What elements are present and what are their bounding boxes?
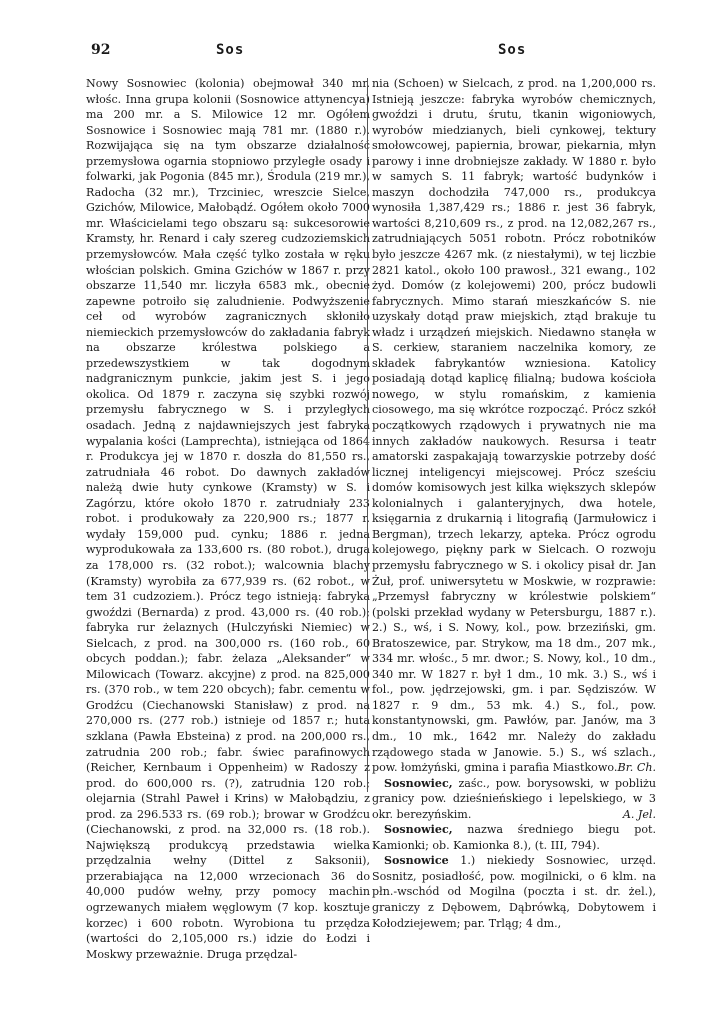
- right-column-main-text: [372, 76, 656, 776]
- left-column: [86, 76, 370, 962]
- entry-body: nazwa średniego biegu pot. Kamionki; ob. Kamionka 8.), (t. III, 794).: [372, 823, 656, 852]
- signature-br-ch: Br. Ch.: [617, 761, 656, 775]
- entry-sosnowiec-borysowski: [372, 776, 656, 823]
- running-head-left: Sos: [216, 42, 245, 58]
- column-divider: [367, 78, 368, 792]
- entry-sosnowice: [372, 853, 656, 931]
- entry-body: zaśc., pow. borysowski, w pobliżu granicy pow. dzieśnieńskiego i lepelskiego, w 3 okr. berezyńskim.: [372, 776, 656, 821]
- right-column: [372, 76, 656, 931]
- page-header: [88, 42, 668, 62]
- entry-headword: Sosnowiec,: [384, 776, 453, 790]
- entry-headword: Sosnowiec,: [384, 823, 453, 837]
- left-column-text: Nowy Sosnowiec (kolonia) obejmował 340 mr. włośc. Inna grupa kolonii (Sosnowice attynencya) ma 200 mr. a S. Milowice 12 mr. Ogółem Sosnowice i Sosnowiec mają 781 mr. (1880 r.). Rozwijająca się na tym obszarze działalność przemysłowa ogarnia stopniowo przyległe osady i folwarki, jak Pogonia (845 mr.), Środula (219 mr.), Radocha (32 mr.), Trzciniec, wreszcie Sielce, Gzichów, Milowice, Małobądź. Ogółem około 7000 mr. Właścicielami tego obszaru są: sukcesorowie Kramsty, hr. Renard i cały szereg cudzoziemskich przemysłowców. Mała część tylko została w ręku włościan polskich. Gmina Gzichów w 1867 r. przy obszarze 11,540 mr. liczyła 6583 mk., obecnie zapewne potroiło się zaludnienie. Podwyższenie ceł od wyrobów zagranicznych skłoniło niemieckich przemysłowców do zakładania fabryk na obszarze królestwa polskiego a przedewszystkiem w tak dogodnym nadgranicznym punkcie, jakim jest S. i jego okolica. Od 1879 r. zaczyna się szybki rozwój przemysłu fabrycznego w S. i przyległych osadach. Jedną z najdawniejszych jest fabryka wypalania kości (Lamprechta), istniejąca od 1864 r. Produkcya jej w 1870 r. doszła do 81,550 rs., zatrudniała 46 robot. Do dawnych zakładów należą dwie huty cynkowe (Kramsty) w S. i Zagórzu, które około 1870 r. zatrudniały 233 robot. i produkowały za 220,900 rs.; 1877 r. wydały 159,000 pud. cynku; 1886 r. jedna wyprodukowała za 133,600 rs. (80 robot.), druga za 178,000 rs. (32 robot.); walcownia blachy (Kramsty) wyrobiła za 677,939 rs. (62 robot., w tem 31 cudzoziem.). Prócz tego istnieją: fabryka gwoździ (Bernarda) z prod. 43,000 rs. (40 rob.); fabryka rur żelaznych (Hulczyński Niemiec) w Sielcach, z prod. na 300,000 rs. (160 rob., 60 obcych poddan.); fabr. żelaza „Aleksander“ w Milowicach (Towarz. akcyjne) z prod. na 825,000 rs. (370 rob., w tem 220 obcych); fabr. cementu w Grodźcu (Ciechanowski Stanisław) z prod. na 270,000 rs. (277 rob.) istnieje od 1857 r.; huta szklana (Pawła Ebsteina) z prod. na 200,000 rs., zatrudnia 200 rob.; fabr. świec parafinowych (Reicher, Kernbaum i Oppenheim) w Radoszy z prod. do 600,000 rs. (?), zatrudnia 120 rob.; olejarnia (Strahl Paweł i Krins) w Małobądziu, z prod. za 296.533 rs. (69 rob.); browar w Grodźcu (Ciechanowski, z prod. na 32,000 rs. (18 rob.). Największą produkcyą przedstawia wielka przędzalnia wełny (Dittel z Saksonii), przerabiająca na 12,000 wrzecionach 36 do 40,000 pudów wełny, przy pomocy machin ogrzewanych miałem węglowym (7 kop. kosztuje korzec) i 600 robotn. Wyrobiona tu przędza (wartości do 2,105,000 rs.) idzie do Łodzi i Moskwy przeważnie. Druga przędzal-: [86, 77, 370, 961]
- page-number: 92: [91, 42, 111, 58]
- entry-body: 1.) niekiedy Sosnowiec, urzęd. Sosnitz, posiadłość, pow. mogilnicki, o 6 klm. na płn.-wschód od Mogilna (poczta i st. dr. żel.), graniczy z Dębowem, Dąbrówką, Dobytowem i Kołodziejewem; par. Trląg; 4 dm.,: [372, 854, 656, 930]
- running-head-right: Sos: [498, 42, 527, 58]
- right-main-text: nia (Schoen) w Sielcach, z prod. na 1,200,000 rs. Istnieją jeszcze: fabryka wyrobów chemicznych, gwoździ i drutu, śrutu, tkanin wigoniowych, wyrobów miedzianych, bieli cynkowej, tektury smołowcowej, papiernia, browar, piekarnia, młyn parowy i inne drobniejsze zakłady. W 1880 r. było w samych S. 11 fabryk; wartość budynków i maszyn dochodziła 747,000 rs., produkcya wynosiła 1,387,429 rs.; 1886 r. jest 36 fabryk, wartości 8,210,609 rs., z prod. na 12,082,267 rs., zatrudniających 5051 robotn. Prócz robotników było jeszcze 4267 mk. (z niestałymi), w tej liczbie 2821 katol., około 100 prawosł., 321 ewang., 102 żyd. Domów (z kolejowemi) 200, prócz budowli fabrycznych. Mimo starań mieszkańców S. nie uzyskały dotąd praw miejskich, ztąd brakuje tu władz i urządzeń miejskich. Niedawno stanęła w S. cerkiew, staraniem naczelnika komory, ze składek fabrykantów wzniesiona. Katolicy posiadają dotąd kaplicę filialną; budowa kościoła nowego, w stylu romańskim, z kamienia ciosowego, ma się wkrótce rozpocząć. Prócz szkół początkowych rządowych i prywatnych nie ma innych zakładów naukowych. Resursa i teatr amatorski zaspakajają towarzyskie potrzeby dość licznej inteligencyi miejscowej. Prócz sześciu domów komisowych jest kilka większych sklepów kolonialnych i galanteryjnych, dwa hotele, księgarnia z drukarnią i litografią (Jarmułowicz i Bergman), trzech lekarzy, apteka. Prócz ogrodu kolejowego, piękny park w Sielcach. O rozwoju przemysłu fabrycznego w S. i okolicy pisał dr. Jan Żuł, prof. uniwersytetu w Moskwie, w rozprawie: „Przemysł fabryczny w królestwie polskiem“ (polski przekład wydany w Petersburgu, 1887 r.). 2.) S., wś, i S. Nowy, kol., pow. brzeziński, gm. Bratoszewice, par. Strykow, ma 18 dm., 207 mk., 334 mr. włośc., 5 mr. dwor.; S. Nowy, kol., 10 dm., 340 mr. W 1827 r. był 1 dm., 10 mk. 3.) S., wś i fol., pow. jędrzejowski, gm. i par. Sędziszów. W 1827 r. 9 dm., 53 mk. 4.) S., fol., pow. konstantynowski, gm. Pawłów, par. Janów, ma 3 dm., 10 mk., 1642 mr. Należy do zakładu rządowego stada w Janowie. 5.) S., wś szlach., pow. łomżyński, gmina i parafia Miastkowo.: [372, 77, 656, 775]
- entry-sosnowiec-kamionka: [372, 822, 656, 853]
- entry-headword: Sosnowice: [384, 854, 449, 868]
- signature-a-jel: A. Jel.: [622, 807, 656, 821]
